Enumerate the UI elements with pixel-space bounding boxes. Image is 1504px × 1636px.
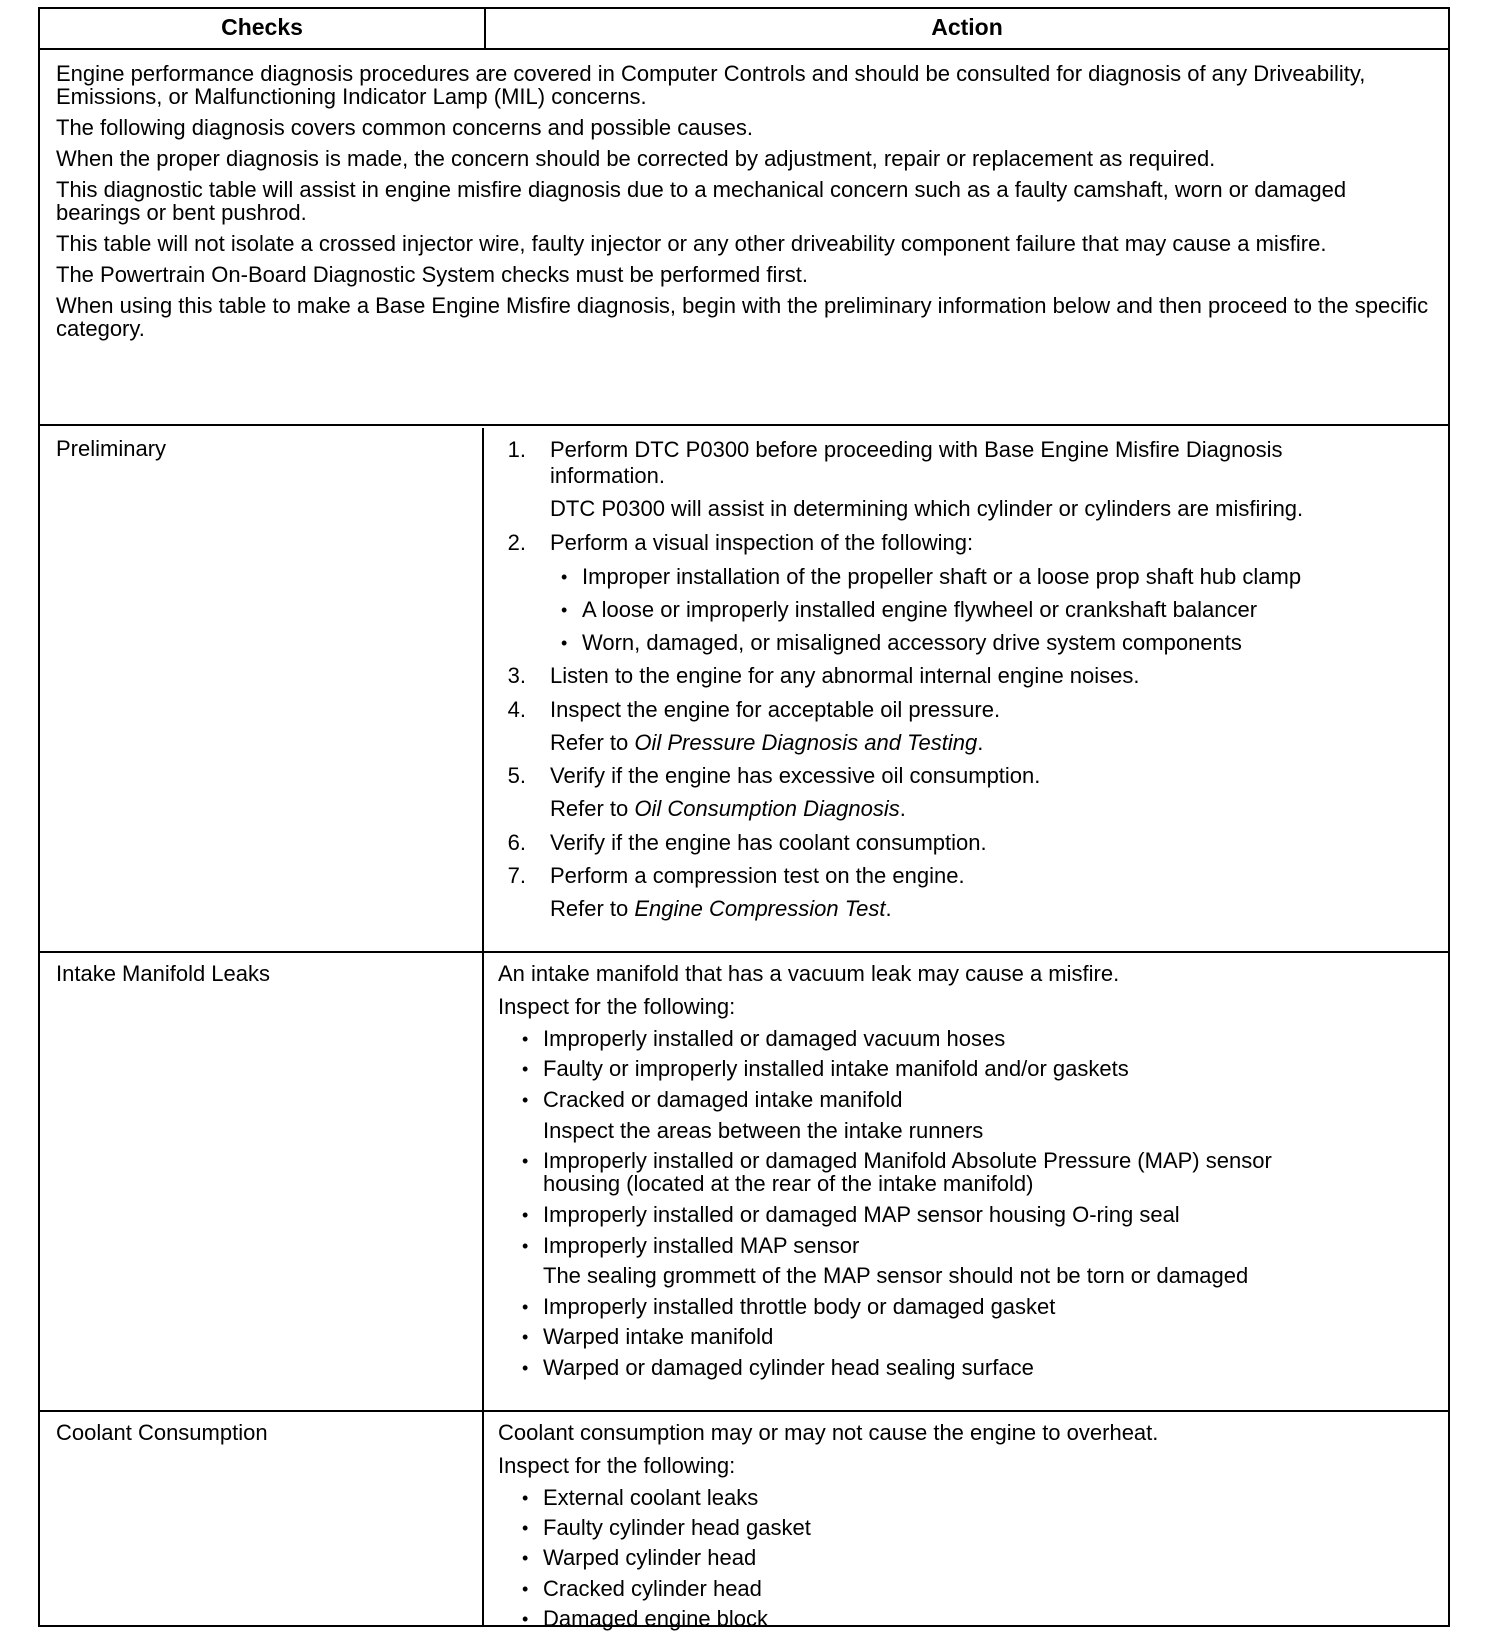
refer-suffix: . [899,796,906,821]
bullet-text: Faulty or improperly installed intake manifold and/or gaskets [543,1056,1129,1081]
check-cell-coolant-consumption: Coolant Consumption [40,1412,484,1625]
intro-paragraph: This table will not isolate a crossed injector wire, faulty injector or any other driveability component failure that may cause a misfire. [56,231,1327,256]
bullet-text: Improperly installed or damaged vacuum hoses [543,1026,1006,1051]
refer-suffix: . [977,730,984,755]
refer-link: Engine Compression Test [634,896,886,921]
action-cell-preliminary [486,428,1448,951]
step-number: 5. [507,763,526,788]
bullet-text: Warped or damaged cylinder head sealing surface [543,1355,1034,1380]
step-number: 4. [507,697,526,722]
bullet-text: Improper installation of the propeller shaft or a loose prop shaft hub clamp [582,564,1302,589]
refer-line [550,731,983,755]
refer-prefix: Refer to [550,730,635,755]
bullet-icon: • [561,600,568,620]
bullet-icon: • [561,633,568,653]
bullet-icon: • [522,1548,529,1568]
bullet-text: A loose or improperly installed engine flywheel or crankshaft balancer [582,597,1258,622]
step-number: 2. [507,530,526,555]
step-number: 1. [507,437,526,462]
refer-line [550,897,892,921]
bullet-icon: • [522,1518,529,1538]
intro-paragraph: The Powertrain On-Board Diagnostic System checks must be performed first. [56,262,808,287]
refer-link: Oil Consumption Diagnosis [634,796,900,821]
intro-paragraph: Engine performance diagnosis procedures are covered in Computer Controls and should be consulted for diagnosis of any Driveability, Emissions, or Malfunctioning Indicator Lamp (MIL) concerns. [56,61,1366,109]
bullet-text: Cracked cylinder head [543,1576,762,1601]
step-text: Perform a compression test on the engine. [550,863,965,888]
bullet-icon: • [522,1059,529,1079]
bullet-icon: • [522,1609,529,1629]
table-row-preliminary [40,428,1448,953]
table-header-row [40,9,1448,50]
bullet-text: Warped intake manifold [543,1324,774,1349]
bullet-icon: • [522,1236,529,1256]
refer-link: Oil Pressure Diagnosis and Testing [634,730,978,755]
intro-paragraph: When using this table to make a Base Engine Misfire diagnosis, begin with the preliminary information below and then proceed to the specific category. [56,293,1429,341]
intro-paragraph: When the proper diagnosis is made, the concern should be corrected by adjustment, repair or replacement as required. [56,146,1216,171]
step-text: Perform a visual inspection of the following: [550,530,974,555]
column-header-checks: Checks [40,9,486,48]
step-number: 7. [507,863,526,888]
step-text-continued: information. [550,463,665,488]
refer-suffix: . [885,896,892,921]
bullet-note: The sealing grommett of the MAP sensor should not be torn or damaged [543,1263,1249,1288]
bullet-icon: • [522,1488,529,1508]
bullet-icon: • [522,1579,529,1599]
intro-paragraph: The following diagnosis covers common concerns and possible causes. [56,115,754,140]
action-cell-intake-manifold-leaks [486,953,1448,1410]
bullet-text: Worn, damaged, or misaligned accessory drive system components [582,630,1242,655]
bullet-text: Improperly installed MAP sensor [543,1233,860,1258]
table-row-intake-manifold-leaks [40,953,1448,1412]
bullet-text: Cracked or damaged intake manifold [543,1087,903,1112]
bullet-text: Warped cylinder head [543,1545,757,1570]
step-text: Verify if the engine has excessive oil consumption. [550,763,1041,788]
column-header-action: Action [931,14,1003,40]
action-lead: Coolant consumption may or may not cause the engine to overheat. [498,1420,1159,1445]
bullet-text: Damaged engine block [543,1606,769,1631]
diagnostic-table [38,7,1450,1631]
refer-prefix: Refer to [550,796,635,821]
inspect-heading: Inspect for the following: [498,994,736,1019]
step-text: Inspect the engine for acceptable oil pressure. [550,697,1001,722]
bullet-note: Inspect the areas between the intake runners [543,1118,984,1143]
bullet-icon: • [522,1358,529,1378]
bullet-icon: • [522,1205,529,1225]
bullet-icon: • [522,1151,529,1171]
bullet-text: Improperly installed or damaged Manifold Absolute Pressure (MAP) sensor [543,1148,1272,1173]
bullet-text: Improperly installed or damaged MAP sensor housing O-ring seal [543,1202,1180,1227]
step-text: Perform DTC P0300 before proceeding with Base Engine Misfire Diagnosis [550,437,1283,462]
action-cell-coolant-consumption [486,1412,1448,1631]
bullet-icon: • [522,1327,529,1347]
bullet-text: Faulty cylinder head gasket [543,1515,811,1540]
bullet-icon: • [522,1029,529,1049]
intro-section [40,50,1448,426]
bullet-text: External coolant leaks [543,1485,759,1510]
refer-prefix: Refer to [550,896,635,921]
bullet-icon: • [522,1090,529,1110]
intro-paragraph: This diagnostic table will assist in engine misfire diagnosis due to a mechanical concern such as a faulty camshaft, worn or damaged bearings or bent pushrod. [56,177,1347,225]
bullet-text-continued: housing (located at the rear of the intake manifold) [543,1171,1034,1196]
inspect-heading: Inspect for the following: [498,1453,736,1478]
step-number: 6. [507,830,526,855]
bullet-text: Improperly installed throttle body or damaged gasket [543,1294,1056,1319]
step-text: Verify if the engine has coolant consumption. [550,830,987,855]
step-note: DTC P0300 will assist in determining which cylinder or cylinders are misfiring. [550,496,1304,521]
bullet-icon: • [561,567,568,587]
table-row-coolant-consumption [40,1412,1448,1631]
check-cell-preliminary: Preliminary [40,428,484,951]
refer-line [550,797,906,821]
step-number: 3. [507,663,526,688]
step-text: Listen to the engine for any abnormal internal engine noises. [550,663,1140,688]
check-cell-intake-manifold-leaks: Intake Manifold Leaks [40,953,484,1410]
bullet-icon: • [522,1297,529,1317]
action-lead: An intake manifold that has a vacuum leak may cause a misfire. [498,961,1120,986]
